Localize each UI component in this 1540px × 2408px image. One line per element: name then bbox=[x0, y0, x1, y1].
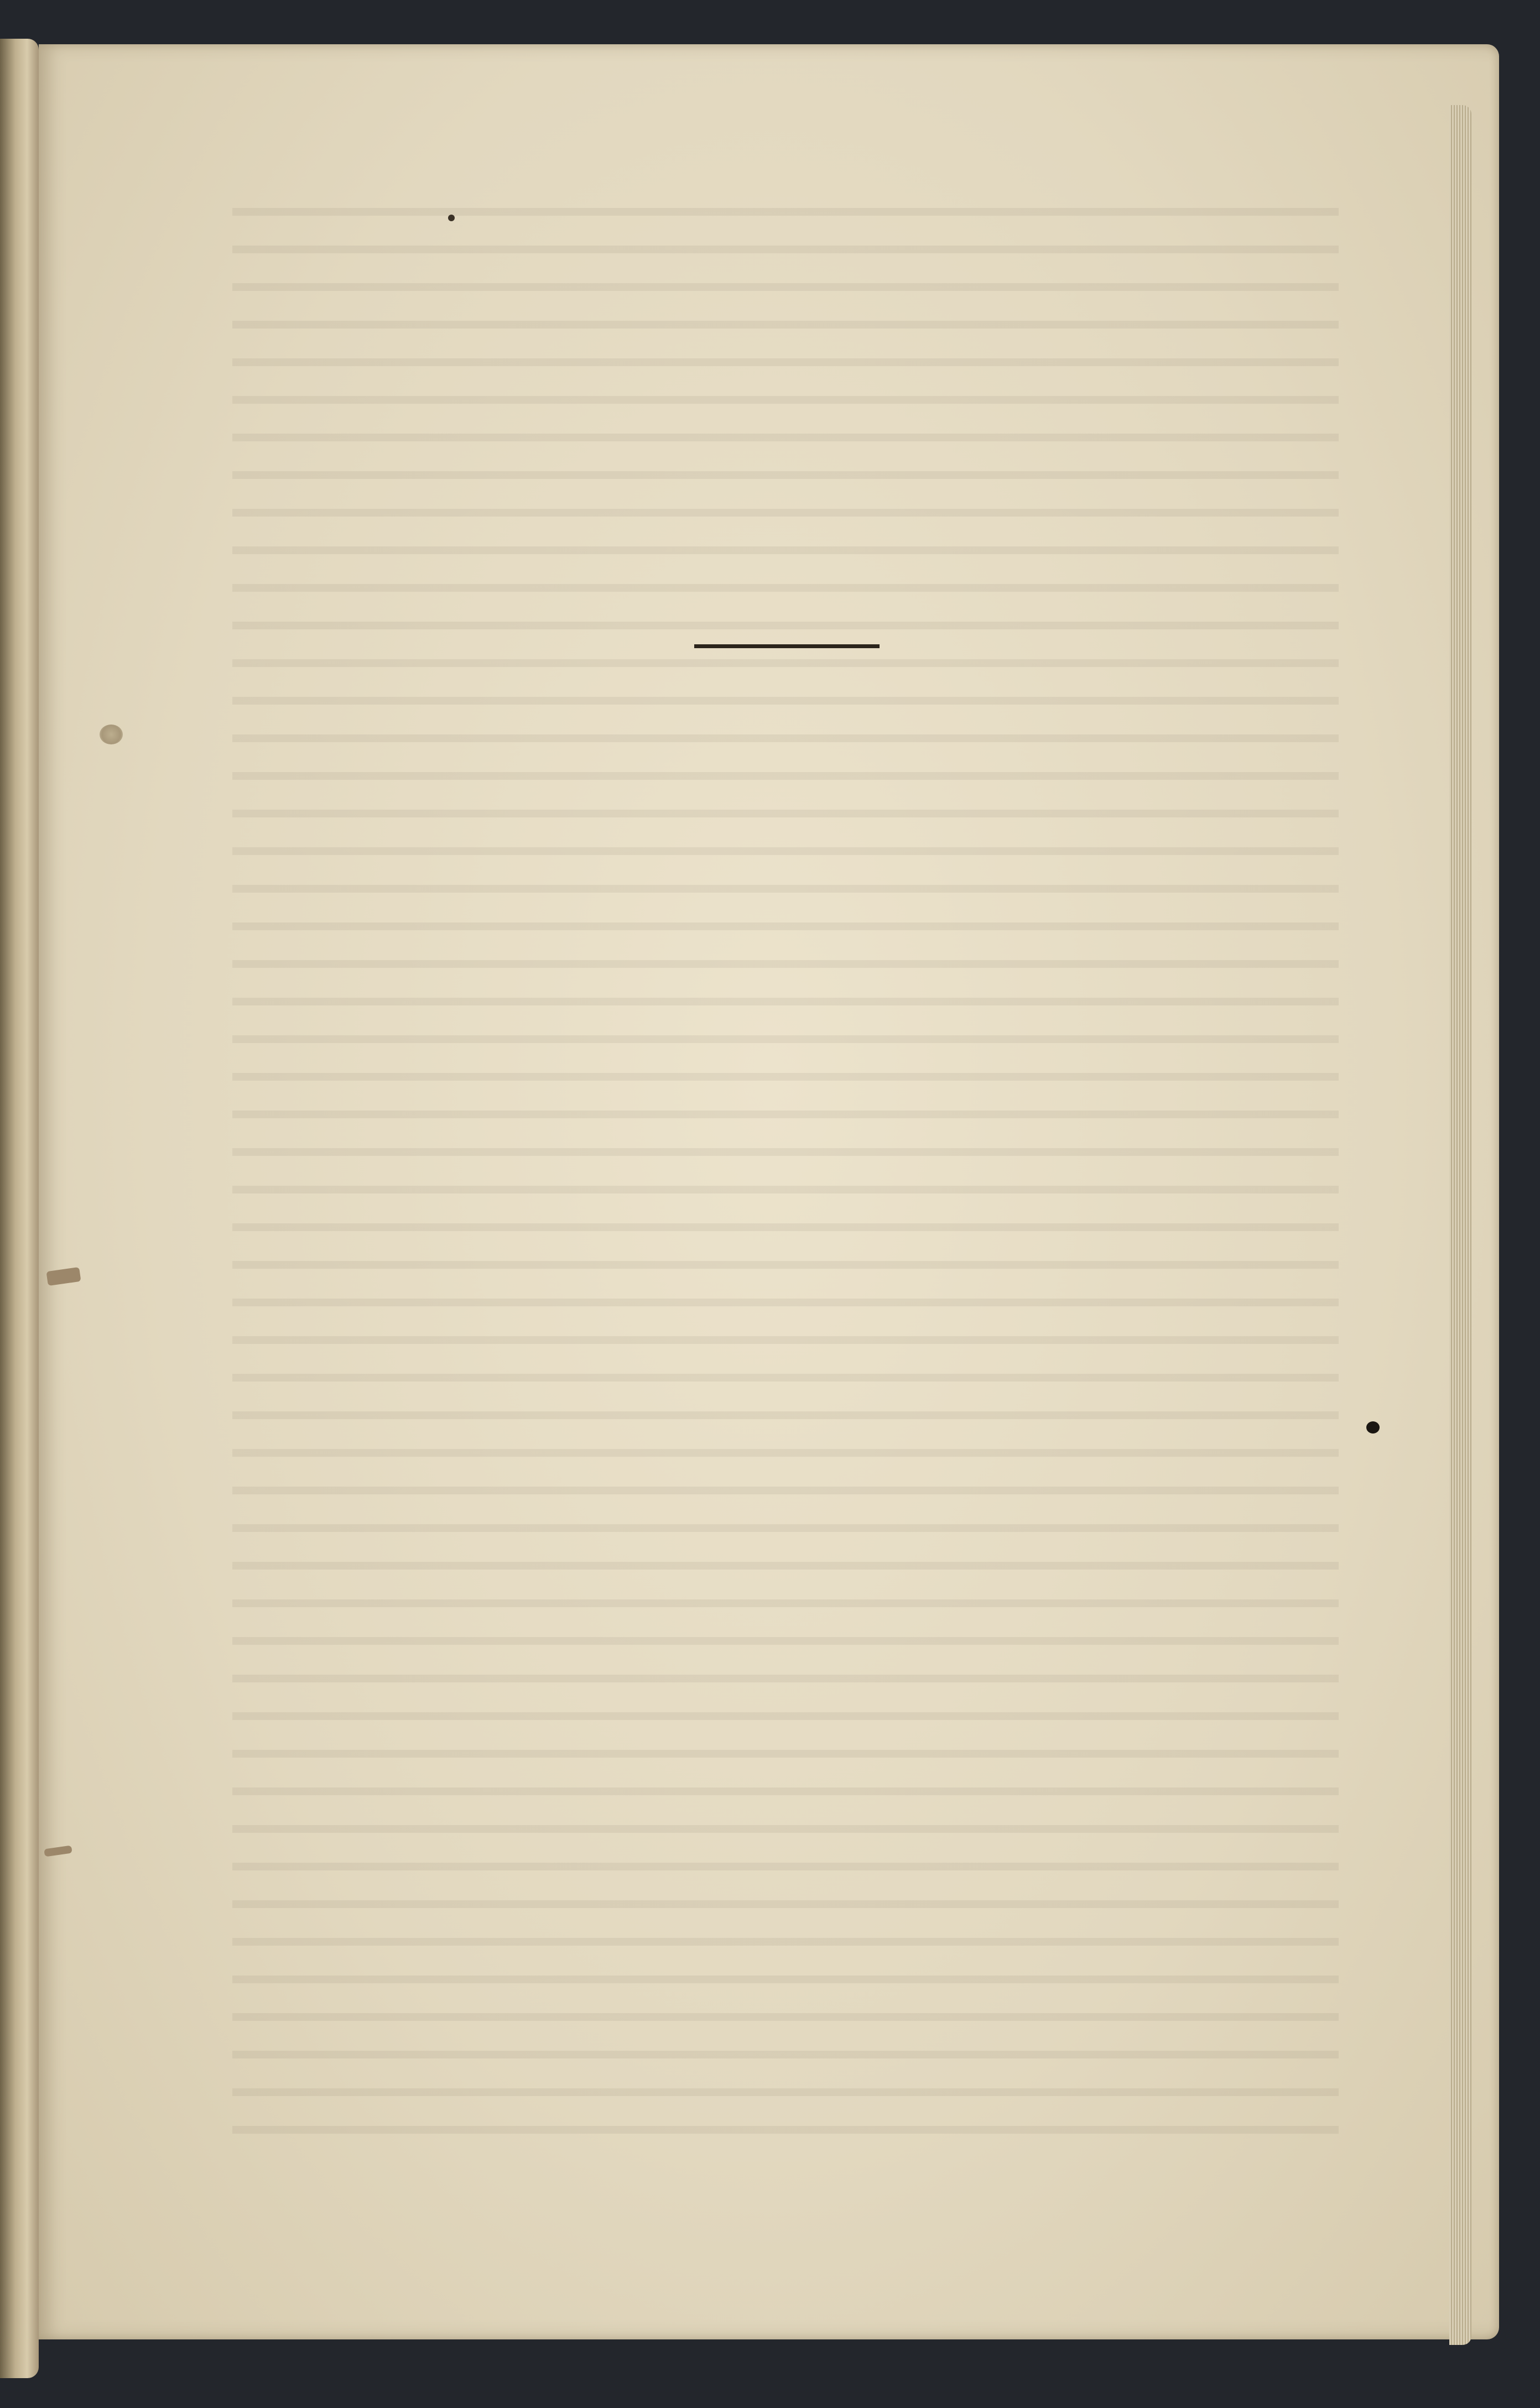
book-page bbox=[39, 44, 1499, 2339]
binding-hole bbox=[100, 725, 123, 744]
page-edges bbox=[1449, 105, 1471, 2345]
binding-stitch bbox=[46, 1267, 81, 1286]
header-ornament bbox=[448, 215, 455, 221]
binding-stitch bbox=[44, 1846, 72, 1857]
ink-spot bbox=[1366, 1421, 1380, 1434]
page-header bbox=[254, 199, 1328, 238]
section-divider bbox=[694, 644, 880, 648]
book-spine bbox=[0, 39, 39, 2378]
